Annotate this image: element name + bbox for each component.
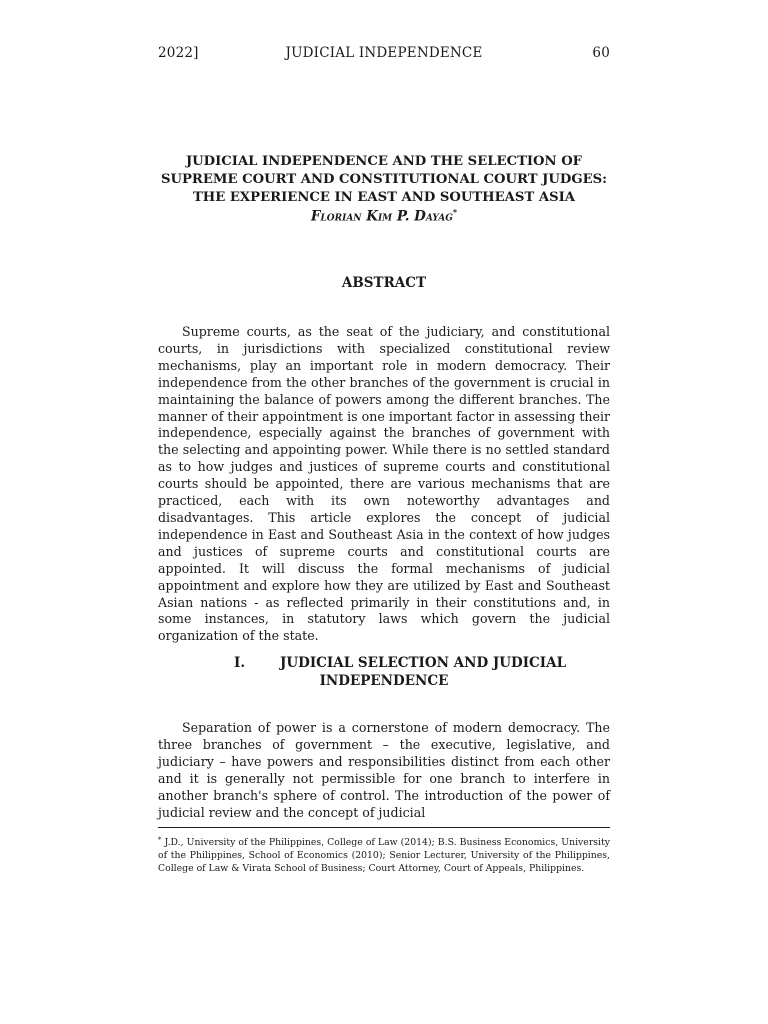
section-number: I. [234, 655, 246, 671]
abstract-text: Supreme courts, as the seat of the judiciary, and constitutional courts, in jurisdictions with specialized constitutional review mechanisms, play an important role in modern democracy. Their independence from the other branches of the government is crucial in maintaining the balance of powers among the different branches. The manner of their appointment is one important factor in assessing their independence, especially against the branches of government with the selecting and appointing power. While there is no settled standard as to how judges and justices of supreme courts and constitutional courts should be appointed, there are various mechanisms that are practiced, each with its own noteworthy advantages and disadvantages. This article explores the concept of judicial independence in East and Southeast Asia in the context of how judges and justices of supreme courts and constitutional courts are appointed. It will discuss the formal mechanisms of judicial appointment and explore how they are utilized by East and Southeast Asian nations - as reflected primarily in their constitutions and, in some instances, in statutory laws which govern the judicial organization of the state. [158, 324, 610, 644]
header-page-number: 60 [592, 45, 610, 61]
footnote-text: J.D., University of the Philippines, College of Law (2014); B.S. Business Economics, University of the Philippines, School of Economics (2010); Senior Lecturer, University of the Philippines, College of Law & Virata School of Business; Court Attorney, Court of Appeals, Philippines. [158, 837, 610, 875]
section-title-line1: JUDICIAL SELECTION AND JUDICIAL [280, 655, 567, 671]
title-line: THE EXPERIENCE IN EAST AND SOUTHEAST ASIA [192, 190, 576, 205]
footnote-divider [158, 827, 610, 828]
section-paragraph: Separation of power is a cornerstone of modern democracy. The three branches of government – the executive, legislative, and judiciary – have powers and responsibilities distinct from each other and it is generally not permissible for one branch to interfere in another branch's sphere of control. The introduction of the power of judicial review and the concept of judicial [158, 720, 610, 820]
title-line: SUPREME COURT AND CONSTITUTIONAL COURT JUDGES: [160, 172, 608, 187]
footnote [158, 834, 610, 876]
header-journal-title: JUDICIAL INDEPENDENCE [285, 45, 483, 61]
author-name: Florian Kim P. Dayag [310, 208, 453, 225]
footnote-mark: * [158, 836, 162, 844]
running-header [158, 45, 610, 65]
author-byline [120, 207, 648, 225]
article-title [120, 153, 648, 207]
header-year: 2022] [158, 45, 199, 61]
title-line: JUDICIAL INDEPENDENCE AND THE SELECTION OF [185, 154, 583, 169]
abstract-heading: ABSTRACT [341, 275, 427, 291]
section-title-line2: INDEPENDENCE [319, 673, 449, 689]
author-footnote-mark: * [452, 207, 458, 217]
